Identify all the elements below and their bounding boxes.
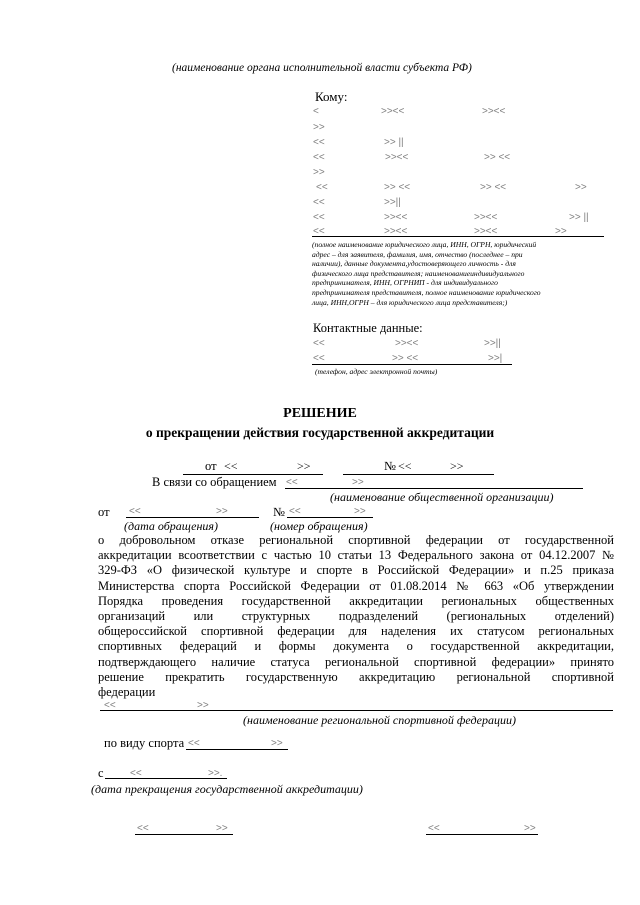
placeholder: << [428,823,440,834]
placeholder: >> [575,182,587,193]
placeholder: >> << [384,182,411,193]
placeholder: << [313,226,325,237]
sport-label: по виду спорта [104,736,185,750]
placeholder: >> [271,738,283,749]
org-caption: (наименование органа исполнительной власти субъекта РФ) [172,62,472,74]
placeholder: << [130,768,142,779]
placeholder: >><< [482,106,506,117]
placeholder: << [313,152,325,163]
placeholder: >>. [208,768,223,779]
termination-prefix: с [98,766,104,780]
addressee-caption: (полное наименование юридического лица, ИНН, ОГРН, юридический адрес – для заявителя, фамилия, имя, отчество (последнее – при наличии), данные документа,удостоверяющего личность - для физического лица представителя; наименованиеиндивидуального предпринимателя, ИНН, ОГРНИП - для индивидуального предпринимателя представителя, полное наименование юридического лица, ИНН,ОГРН – для юридического лица представителя;) [312,240,541,307]
placeholder: >> [197,700,209,711]
appeal-date-line [126,517,259,518]
placeholder: >>|| [484,338,501,349]
addressee-underline [312,236,604,237]
appeal-number-prefix: № [273,505,285,519]
appeal-from: от [98,505,110,519]
placeholder: >><< [395,338,419,349]
placeholder: << [286,477,298,488]
placeholder: >> [216,823,228,834]
placeholder: >>| [488,353,503,364]
date-open-quote: << [224,459,238,473]
placeholder: >><< [381,106,405,117]
date-close-quote: >> [297,459,311,473]
appeal-org-caption: (наименование общественной организации) [330,490,554,504]
decision-number-line [343,474,494,475]
number-close-quote: >> [450,459,464,473]
placeholder: >> || [384,137,404,148]
placeholder: << [129,506,141,517]
placeholder: << [104,700,116,711]
placeholder: >> << [480,182,507,193]
termination-line [105,778,227,779]
placeholder: >> << [392,353,419,364]
placeholder: << [313,353,325,364]
contacts-label: Контактные данные: [313,321,423,335]
placeholder: << [289,506,301,517]
placeholder: >> [216,506,228,517]
placeholder: << [313,137,325,148]
decision-title: РЕШЕНИЕ [283,406,357,421]
appeal-text: В связи со обращением [152,475,277,489]
federation-line [100,710,613,711]
contacts-caption: (телефон, адрес электронной почты) [315,367,438,376]
appeal-org-line [285,488,583,489]
federation-caption: (наименование региональной спортивной федерации) [243,713,516,727]
placeholder: >><< [384,212,408,223]
number-open-quote: << [398,459,412,473]
placeholder: << [137,823,149,834]
number-prefix: № [384,459,396,473]
placeholder: << [188,738,200,749]
placeholder: >> [352,477,364,488]
placeholder: >><< [474,226,498,237]
placeholder: >><< [474,212,498,223]
placeholder: >> [524,823,536,834]
placeholder: >>|| [384,197,401,208]
termination-caption: (дата прекращения государственной аккредитации) [91,782,363,796]
placeholder: << [313,212,325,223]
decision-body: о добровольном отказе региональной спортивной федерации от государственной аккредитации всоответствии с частью 10 статьи 13 Федерального закона от 04.12.2007 № 329-ФЗ «О физической культуре и спорте в Российской Федерации» и п.25 приказа Министерства спорта Российской Федерации от 01.08.2014 № 663 «Об утверждении Порядка проведения государственной аккредитации региональных общественных организаций или структурных подразделений (региональных отделений) общероссийской спортивной федерации для наделения их статусом региональных спортивных федераций и формы документа о государственной аккредитации, подтверждающего наличие статуса региональной спортивной федерации» принято решение прекратить государственную аккредитацию региональной спортивной федерации [98,533,614,700]
signature-left-line [135,834,233,835]
placeholder: >> [313,122,325,133]
sport-line [186,749,288,750]
addressee-label: Кому: [315,89,348,104]
placeholder: < [313,106,319,117]
appeal-date-caption: (дата обращения) [124,519,218,533]
placeholder: >> [313,167,325,178]
contacts-underline [312,364,512,365]
placeholder: >><< [384,226,408,237]
appeal-number-caption: (номер обращения) [270,519,368,533]
decision-subtitle: о прекращении действия государственной аккредитации [145,425,495,440]
placeholder: << [313,338,325,349]
placeholder: >><< [385,152,409,163]
placeholder: >> << [484,152,511,163]
placeholder: >> || [569,212,589,223]
placeholder: >> [354,506,366,517]
placeholder: << [313,197,325,208]
date-prefix: от [205,459,217,473]
appeal-number-line [287,517,373,518]
placeholder: << [316,182,328,193]
placeholder: >> [555,226,567,237]
signature-right-line [426,834,538,835]
